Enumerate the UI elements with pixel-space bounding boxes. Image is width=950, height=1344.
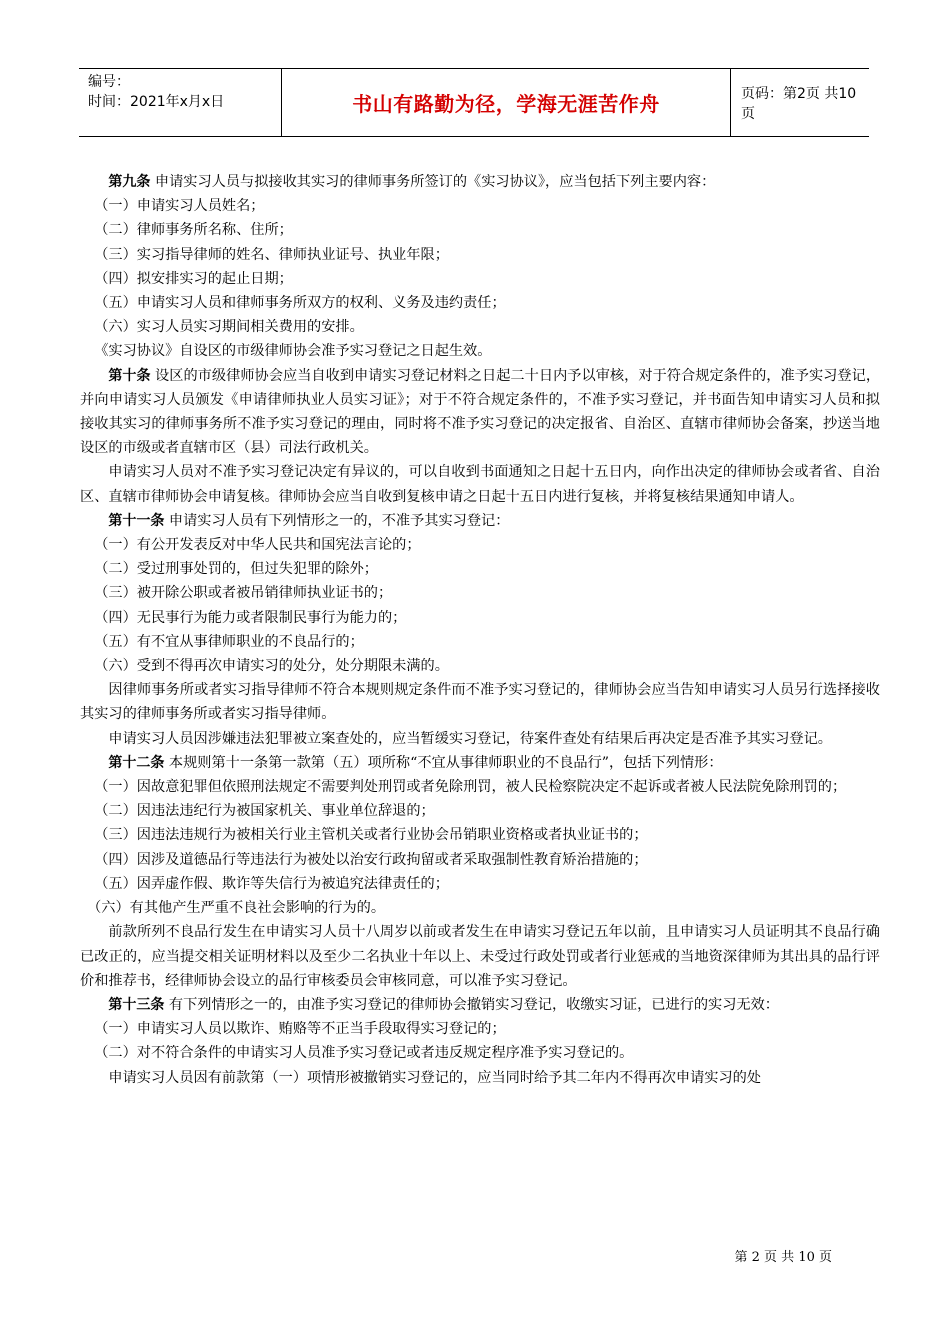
list-item: （二）对不符合条件的申请实习人员准予实习登记或者违反规定程序准予实习登记的。 (94, 1045, 634, 1062)
list-item: （三）因违法违规行为被相关行业主管机关或者行业协会吊销职业资格或者执业证书的； (94, 827, 648, 844)
list-item: （五）有不宜从事律师职业的不良品行的； (94, 633, 364, 650)
list-item: （一）有公开发表反对中华人民共和国宪法言论的； (94, 537, 421, 554)
list-item: （四）因涉及道德品行等违法行为被处以治安行政拘留或者采取强制性教育矫治措施的； (94, 851, 648, 868)
list-item: （六）受到不得再次申请实习的处分，处分期限未满的。 (94, 658, 449, 675)
paragraph: 申请实习人员对不准予实习登记决定有异议的，可以自收到书面通知之日起十五日内，向作出决定的律师协会或者省、自治区、直辖市律师协会申请复核。律师协会应当自收到复核申请之日起十五日内进行复核，并将复核结果通知申请人。 (80, 464, 880, 505)
article-heading: 第十一条 (108, 512, 165, 529)
list-item: （三）实习指导律师的姓名、律师执业证号、执业年限； (94, 246, 449, 263)
paragraph: 申请实习人员因有前款第（一）项情形被撤销实习登记的，应当同时给予其二年内不得再次申请实习的处 (108, 1069, 762, 1086)
list-item: （一）申请实习人员姓名； (94, 198, 265, 215)
list-item: （六）实习人员实习期间相关费用的安排。 (94, 319, 364, 336)
header-number: 编号： (88, 74, 130, 90)
list-item: （三）被开除公职或者被吊销律师执业证书的； (94, 585, 393, 602)
list-item: （二）因违法违纪行为被国家机关、事业单位辞退的； (94, 803, 435, 820)
article-text: 本规则第十一条第一款第（五）项所称“不宜从事律师职业的不良品行”，包括下列情形： (168, 754, 723, 771)
header-meta-cell (79, 69, 282, 136)
header-time: 时间：2021年x月x日 (88, 94, 225, 110)
header-motto: 书山有路勤为径，学海无涯苦作舟 (282, 69, 731, 136)
article-heading: 第十条 (108, 367, 151, 384)
paragraph: 前款所列不良品行发生在申请实习人员十八周岁以前或者发生在申请实习登记五年以前，且申请实习人员证明其不良品行确已改正的，应当提交相关证明材料以及至少二名执业十年以上、未受过行政处罚或者行业惩戒的当地资深律师为其出具的品行评价和推荐书，经律师协会设立的品行审核委员会审核同意，可以准予实习登记。 (80, 924, 880, 989)
list-item: （四）拟安排实习的起止日期； (94, 270, 293, 287)
list-item: （一）申请实习人员以欺诈、贿赂等不正当手段取得实习登记的； (94, 1021, 506, 1038)
paragraph: 《实习协议》自设区的市级律师协会准予实习登记之日起生效。 (94, 343, 492, 360)
paragraph: 申请实习人员因涉嫌违法犯罪被立案查处的，应当暂缓实习登记，待案件查处有结果后再决定是否准予其实习登记。 (108, 730, 832, 747)
article-text: 设区的市级律师协会应当自收到申请实习登记材料之日起二十日内予以审核，对于符合规定条件的，准予实习登记，并向申请实习人员颁发《申请律师执业人员实习证》；对于不符合规定条件的，不准予实习登记，并书面告知申请实习人员和拟接收其实习的律师事务所不准予实习登记的理由，同时将不准予实习登记的决定报省、自治区、直辖市律师协会备案，抄送当地设区的市级或者直辖市区（县）司法行政机关。 (80, 367, 881, 457)
article-11-intro (80, 509, 880, 533)
list-item: （五）申请实习人员和律师事务所双方的权利、义务及违约责任； (94, 295, 506, 312)
header-page-number: 页码：第2页 共10页 (741, 85, 857, 122)
article-text: 申请实习人员与拟接收其实习的律师事务所签订的《实习协议》，应当包括下列主要内容： (154, 174, 716, 190)
list-item: （一）因故意犯罪但依照刑法规定不需要判处刑罚或者免除刑罚，被人民检察院决定不起诉或者被人民法院免除刑罚的； (94, 779, 847, 796)
paragraph: 因律师事务所或者实习指导律师不符合本规则规定条件而不准予实习登记的，律师协会应当告知申请实习人员另行选择接收其实习的律师事务所或者实习指导律师。 (80, 682, 880, 723)
article-9-intro (80, 170, 880, 194)
list-item: （二）受过刑事处罚的，但过失犯罪的除外； (94, 561, 378, 578)
document-body (80, 170, 880, 1090)
list-item: （四）无民事行为能力或者限制民事行为能力的； (94, 609, 407, 626)
article-text: 有下列情形之一的，由准予实习登记的律师协会撤销实习登记，收缴实习证，已进行的实习无效： (168, 996, 779, 1013)
article-heading: 第九条 (108, 174, 151, 190)
page-footer: 第 2 页 共 10 页 (734, 1250, 832, 1265)
article-10 (80, 364, 880, 461)
document-header (79, 68, 869, 137)
article-text: 申请实习人员有下列情形之一的，不准予其实习登记： (168, 512, 510, 529)
list-item: （二）律师事务所名称、住所； (94, 222, 293, 239)
list-item: （六）有其他产生严重不良社会影响的行为的。 (87, 900, 386, 917)
article-heading: 第十三条 (108, 996, 165, 1013)
list-item: （五）因弄虚作假、欺诈等失信行为被追究法律责任的； (94, 875, 449, 892)
article-13-intro (80, 993, 880, 1017)
article-heading: 第十二条 (108, 754, 165, 771)
article-12-intro (80, 751, 880, 775)
